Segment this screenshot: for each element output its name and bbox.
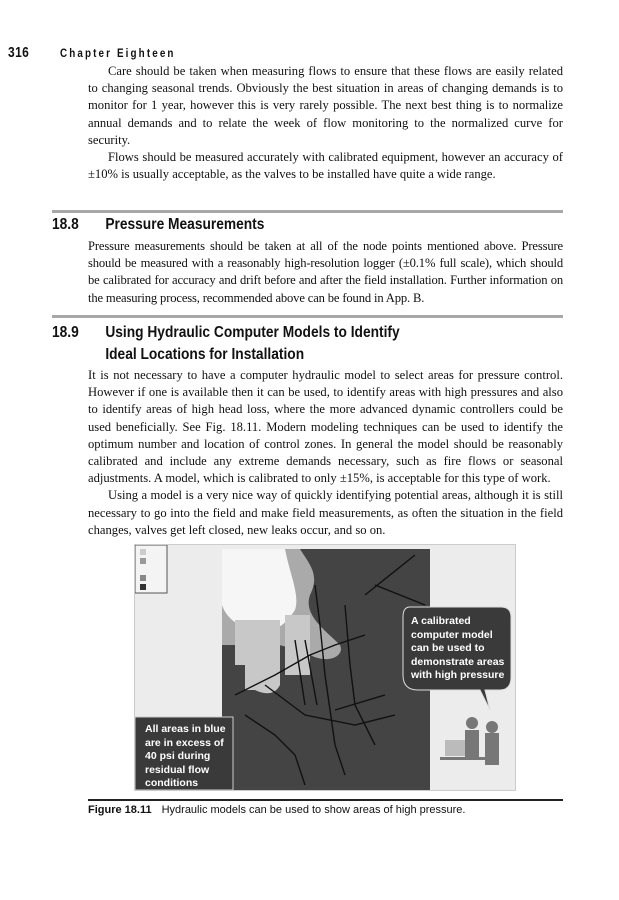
callout-left [145,723,226,791]
section-title: Pressure Measurements [105,216,265,233]
paragraph: Flows should be measured accurately with calibrated equipment, however an accuracy of ±10% is usually acceptable, as the valves to be installed have quite a wide range. [88,150,563,182]
section-title-line2: Ideal Locations for Installation [105,346,305,363]
callout-line: residual flow [145,763,210,776]
section-number: 18.9 [52,324,79,341]
callout-line: computer model [411,628,493,641]
callout-line: are in excess of [145,736,224,749]
intro-text [88,63,563,183]
section-heading-18-8 [52,214,264,236]
figure-caption [88,804,465,816]
running-header-chapter: Chapter Eighteen [60,46,176,60]
callout-line: conditions [145,777,199,789]
section-18-9-text [88,367,563,539]
callout-line: demonstrate areas [411,655,505,668]
section-number: 18.8 [52,216,79,233]
section-heading-18-9 [52,322,400,366]
callout-line: with high pressure [411,669,505,681]
section-divider [52,210,563,213]
paragraph: Pressure measurements should be taken at all of the node points mentioned above. Pressure should be measured with a reasonably high-resolution logger (±0.1% full scale), which should be calibrated for accuracy and drift before and after the field installation. Further information on the measuring process, recommended above can be found in App. B. [88,239,563,305]
caption-text: Hydraulic models can be used to show areas of high pressure. [161,804,466,816]
caption-rule [88,799,563,801]
paragraph: Care should be taken when measuring flows to ensure that these flows are easily related to changing seasonal trends. Obviously the best situation in areas of changing demands is to monitor for 1 year, however this is very rarely possible. The next best thing is to normalize annual demands and to relate the week of flow monitoring to the normalized curve for security. [88,64,563,147]
section-title-line1: Using Hydraulic Computer Models to Identify [105,324,400,341]
paragraph: It is not necessary to have a computer hydraulic model to select areas for pressure control. However if one is available then it can be used, to identify areas with high pressures and also to identify areas of high head loss, where the more advanced dynamic controllers could be used beneficially. See Fig. 18.11. Modern modeling techniques can be used to identify the optimum number and location of control zones. In general the model should be reasonably calibrated and include any extreme demands necessary, such as fire flows or seasonal adjustments. A model, which is calibrated to only ±15%, is acceptable for this type of work. [88,368,563,486]
figure-label: Figure 18.11 [88,804,152,816]
callout-right [411,615,504,683]
paragraph: Using a model is a very nice way of quickly identifying potential areas, although it is still necessary to go into the field and make field measurements, as often the situation in the field changes, valves get left closed, new leaks occur, and so on. [88,488,563,537]
page-number: 316 [8,44,30,61]
callout-line: All areas in blue [145,723,226,735]
figure-hydraulic-model [134,544,516,791]
callout-line: can be used to [411,642,485,654]
callout-line: 40 psi during [145,750,211,762]
section-divider [52,315,563,318]
callout-line: A calibrated [411,615,471,627]
section-18-8-text [88,238,563,307]
